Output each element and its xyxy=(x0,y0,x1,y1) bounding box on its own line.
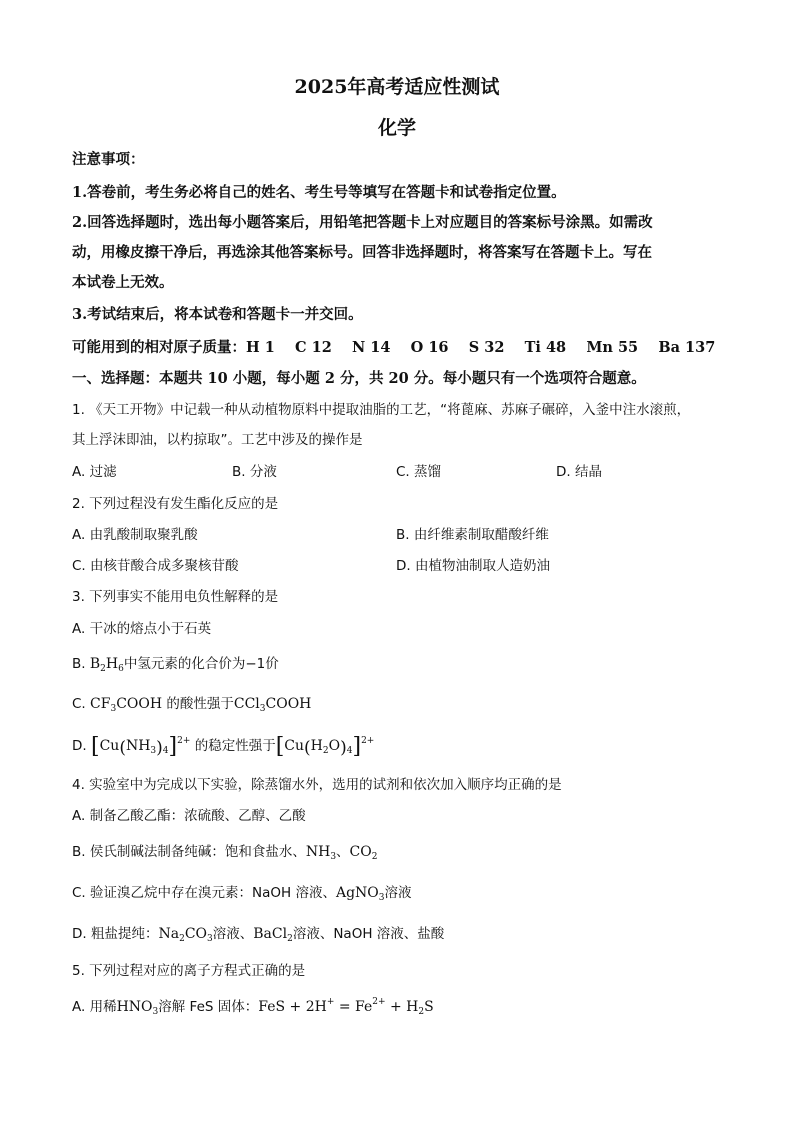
formula-cu-nh3-4: $[Cu(NH_3)_4]^{2+}$ xyxy=(90,734,191,759)
q1-option-c: C. 蒸馏 xyxy=(396,464,442,480)
q1-stem-line-2: 其上浮沫即油，以杓掠取”。工艺中涉及的操作是 xyxy=(72,432,363,448)
formula-hno3: $HNO_3$ xyxy=(116,999,159,1017)
notice-heading: 注意事项： xyxy=(72,151,145,168)
q1-option-d: D. 结晶 xyxy=(556,464,602,480)
q3-option-b: B. $B_2H_6$中氢元素的化合价为−1价 xyxy=(72,656,279,674)
formula-cu-h2o-4: $[Cu(H_2O)_4]^{2+}$ xyxy=(275,734,375,759)
notice-item-2-line-1: 2.回答选择题时，选出每小题答案后，用铅笔把答题卡上对应题目的答案标号涂黑。如需改 xyxy=(72,214,653,231)
q2-option-c: C. 由核苷酸合成多聚核苷酸 xyxy=(72,558,239,574)
notice-item-2-line-3: 本试卷上无效。 xyxy=(72,274,174,291)
exam-title: 2025年高考适应性测试 xyxy=(294,76,500,98)
q2-option-a: A. 由乳酸制取聚乳酸 xyxy=(72,527,198,543)
q2-stem: 2. 下列过程没有发生酯化反应的是 xyxy=(72,496,279,512)
subject-title: 化学 xyxy=(377,117,416,139)
equation-fes-h: FeS + $2H^+ = Fe^{2+} + H_2S$ xyxy=(258,997,434,1017)
section-1-heading: 一、选择题：本题共 10 小题，每小题 2 分，共 20 分。每小题只有一个选项符合题意。 xyxy=(72,370,646,387)
q4-option-d: D. 粗盐提纯：$Na_2CO_3$溶液、BaCl$_2$溶液、NaOH 溶液、盐酸 xyxy=(72,926,445,944)
formula-nh3: $NH_3$ xyxy=(305,844,337,862)
q3-stem: 3. 下列事实不能用电负性解释的是 xyxy=(72,589,279,605)
formula-co2: $CO_2$ xyxy=(349,844,378,862)
q3-option-d: D. $[Cu(NH_3)_4]^{2+}$ 的稳定性强于$[Cu(H_2O)_4]^{2+}$ xyxy=(72,734,375,759)
q5-stem: 5. 下列过程对应的离子方程式正确的是 xyxy=(72,963,306,979)
q4-option-a: A. 制备乙酸乙酯：浓硫酸、乙醇、乙酸 xyxy=(72,808,306,824)
q3-option-a: A. 干冰的熔点小于石英 xyxy=(72,621,212,637)
q4-option-c: C. 验证溴乙烷中存在溴元素：NaOH 溶液、AgNO$_3$溶液 xyxy=(72,885,412,903)
q1-option-b: B. 分液 xyxy=(232,464,277,480)
formula-bacl2: BaCl$_2$ xyxy=(253,926,293,944)
q2-option-b: B. 由纤维素制取醋酸纤维 xyxy=(396,527,549,543)
q4-option-b: B. 侯氏制碱法制备纯碱：饱和食盐水、$NH_3$、$CO_2$ xyxy=(72,844,378,862)
q4-stem: 4. 实验室中为完成以下实验，除蒸馏水外，选用的试剂和依次加入顺序均正确的是 xyxy=(72,777,562,793)
q2-option-d: D. 由植物油制取人造奶油 xyxy=(396,558,550,574)
formula-cf3cooh: $CF_3COOH$ xyxy=(90,696,163,714)
notice-item-2-line-2: 动，用橡皮擦干净后，再选涂其他答案标号。回答非选择题时，将答案写在答题卡上。写在 xyxy=(72,244,652,261)
notice-item-3: 3.考试结束后，将本试卷和答题卡一并交回。 xyxy=(72,306,363,323)
q1-option-a: A. 过滤 xyxy=(72,464,117,480)
notice-item-1: 1.答卷前，考生务必将自己的姓名、考生号等填写在答题卡和试卷指定位置。 xyxy=(72,184,566,201)
q5-option-a: A. 用稀$HNO_3$溶解 FeS 固体：FeS + $2H^+ = Fe^{2+} + H_2S$ xyxy=(72,997,434,1017)
atomic-masses: 可能用到的相对原子质量：H 1 C 12 N 14 O 16 S 32 Ti 48 Mn 55 Ba 137 xyxy=(72,339,716,356)
formula-b2h6: $B_2H_6$ xyxy=(89,656,124,674)
formula-ccl3cooh: CCl$_3$COOH xyxy=(233,696,312,714)
q3-option-c: C. $CF_3COOH$ 的酸性强于CCl$_3$COOH xyxy=(72,696,312,714)
formula-na2co3: $Na_2CO_3$ xyxy=(158,926,213,944)
formula-agno3: AgNO$_3$ xyxy=(335,885,385,903)
q1-stem-line-1: 1. 《天工开物》中记载一种从动植物原料中提取油脂的工艺，“将蓖麻、苏麻子碾碎，入釜中注水滚煎， xyxy=(72,402,691,418)
